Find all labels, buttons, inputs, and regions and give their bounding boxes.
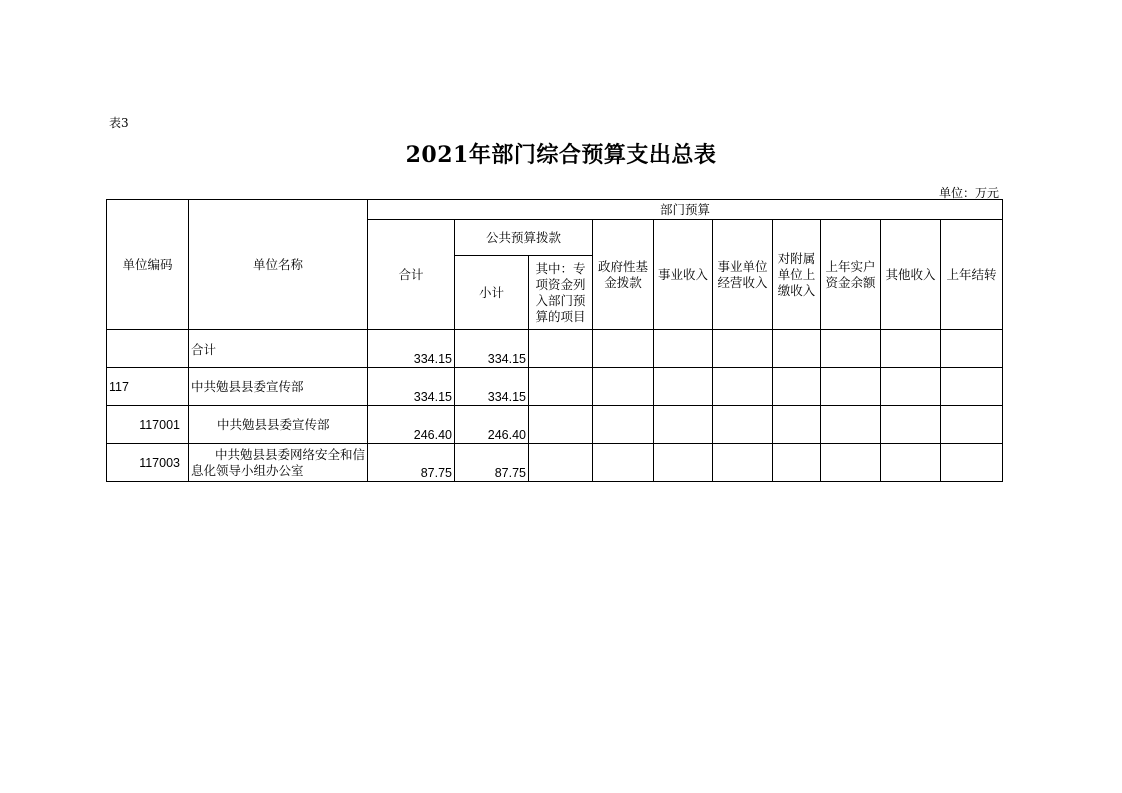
header-public-budget: 公共预算拨款 (455, 220, 593, 256)
table-number: 表3 (109, 116, 129, 130)
row-total: 246.40 (368, 406, 455, 444)
header-total: 合计 (368, 220, 455, 330)
budget-table (106, 199, 1003, 482)
row-name: 合计 (189, 330, 368, 368)
row-subtotal: 334.15 (455, 330, 529, 368)
header-subordinate-income: 对附属单位上缴收入 (773, 220, 821, 330)
header-subtotal: 小计 (455, 256, 529, 330)
table-row (107, 330, 1003, 368)
table-row (107, 444, 1003, 482)
header-name: 单位名称 (189, 200, 368, 330)
row-code: 117001 (107, 406, 189, 444)
row-total: 87.75 (368, 444, 455, 482)
row-name: 中共勉县县委宣传部 (189, 368, 368, 406)
row-subtotal: 87.75 (455, 444, 529, 482)
page-title: 2021年部门综合预算支出总表 (405, 142, 717, 168)
row-code (107, 330, 189, 368)
row-subtotal: 334.15 (455, 368, 529, 406)
table-row (107, 406, 1003, 444)
header-code: 单位编码 (107, 200, 189, 330)
row-total: 334.15 (368, 330, 455, 368)
unit-label: 单位：万元 (938, 186, 999, 200)
header-special: 其中：专项资金列入部门预算的项目 (529, 256, 593, 330)
row-total: 334.15 (368, 368, 455, 406)
row-code: 117003 (107, 444, 189, 482)
row-name: 中共勉县县委宣传部 (189, 406, 368, 444)
header-prior-carryover: 上年结转 (941, 220, 1003, 330)
table-row (107, 368, 1003, 406)
row-subtotal: 246.40 (455, 406, 529, 444)
header-business-income: 事业收入 (654, 220, 713, 330)
row-name: 中共勉县县委网络安全和信息化领导小组办公室 (189, 444, 368, 482)
row-code: 117 (107, 368, 189, 406)
header-other-income: 其他收入 (881, 220, 941, 330)
header-gov-fund: 政府性基金拨款 (593, 220, 654, 330)
header-dept-budget: 部门预算 (368, 200, 1003, 220)
header-business-unit-income: 事业单位经营收入 (713, 220, 773, 330)
header-prior-balance: 上年实户资金余额 (821, 220, 881, 330)
